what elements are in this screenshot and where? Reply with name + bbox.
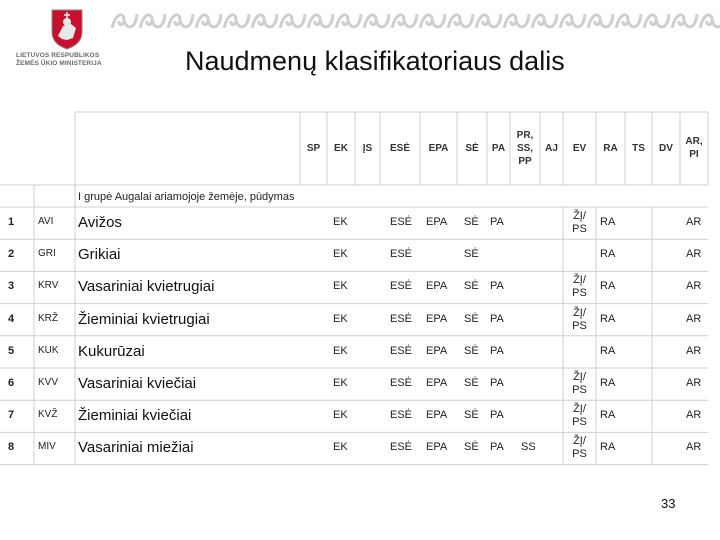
cell-ra: RA — [600, 441, 616, 454]
cell-ar: AR — [686, 409, 702, 422]
cell-ra: RA — [600, 344, 616, 357]
row-name: Avižos — [78, 214, 122, 231]
cell-pa: PA — [490, 280, 504, 293]
column-header-ar-pi: AR, PI — [685, 136, 703, 160]
cell-ra: RA — [600, 377, 616, 389]
cell-ek: EK — [333, 216, 348, 228]
cell-zi-ps: ŽĮ/ PS — [572, 210, 587, 235]
row-code: KUK — [38, 344, 59, 356]
cell-ese: ESĖ — [390, 441, 413, 454]
cell-se: SĖ — [464, 216, 479, 228]
column-header-esė: ESĖ — [389, 142, 410, 154]
cell-se: SĖ — [464, 377, 479, 389]
logo-line-2: ŽEMĖS ŪKIO MINISTERIJA — [16, 60, 102, 67]
cell-zi-ps: ŽĮ/ PS — [572, 403, 587, 429]
cell-se: SĖ — [464, 280, 479, 293]
cell-ar: AR — [686, 216, 702, 228]
cell-epa: EPA — [426, 441, 448, 454]
row-number: 2 — [8, 248, 15, 261]
logo-line-1: LIETUVOS RESPUBLIKOS — [16, 52, 100, 59]
column-header-aj: AJ — [545, 142, 558, 154]
cell-ese: ESĖ — [390, 280, 413, 293]
column-header-ek: EK — [334, 142, 348, 154]
row-name: Vasariniai kvietrugiai — [78, 278, 215, 296]
row-code: KVV — [38, 377, 59, 388]
cell-pa: PA — [490, 312, 504, 325]
group-label: I grupė Augalai ariamojoje žemėje, pūdymas — [78, 191, 295, 203]
row-number: 3 — [8, 280, 15, 293]
cell-ar: AR — [686, 312, 702, 325]
cell-epa: EPA — [426, 312, 448, 325]
cell-epa: EPA — [426, 409, 448, 422]
column-header-ts: TS — [632, 142, 645, 154]
row-number: 5 — [8, 344, 15, 357]
cell-pa: PA — [490, 441, 504, 454]
cell-ra: RA — [600, 280, 616, 293]
cell-pa: PA — [490, 216, 504, 228]
row-name: Grikiai — [78, 246, 121, 264]
cell-pa: PA — [490, 409, 504, 422]
cell-zi-ps: ŽĮ/ PS — [572, 274, 587, 300]
cell-epa: EPA — [426, 216, 448, 228]
row-code: KVŽ — [38, 409, 58, 421]
cell-se: SĖ — [464, 344, 479, 357]
cell-ra: RA — [600, 312, 616, 325]
row-number: 8 — [8, 441, 15, 454]
cell-pa: PA — [490, 377, 504, 389]
cell-ek: EK — [333, 377, 348, 389]
column-header-dv: DV — [659, 142, 673, 154]
column-header-pr-ss-pp: PR, SS, PP — [516, 129, 534, 167]
page-title: Naudmenų klasifikatoriaus dalis — [185, 46, 565, 76]
cell-ese: ESĖ — [390, 312, 413, 325]
row-number: 4 — [8, 312, 15, 325]
cell-ar: AR — [686, 280, 702, 293]
column-header-sp: SP — [306, 142, 321, 154]
cell-epa: EPA — [426, 344, 448, 357]
row-code: AVI — [38, 216, 54, 227]
column-header-sė: SĖ — [465, 142, 479, 154]
row-code: MIV — [38, 441, 56, 453]
cell-zi-ps: ŽĮ/ PS — [572, 435, 587, 461]
cell-ese: ESĖ — [390, 216, 413, 228]
column-header-epa: EPA — [428, 142, 449, 154]
cell-zi-ps: ŽĮ/ PS — [572, 306, 587, 332]
cell-pa: PA — [490, 344, 504, 357]
cell-se: SĖ — [464, 441, 479, 454]
cell-ese: ESĖ — [390, 377, 413, 389]
column-header-įs: ĮS — [362, 142, 373, 154]
row-code: KRV — [38, 280, 59, 292]
cell-ra: RA — [600, 409, 616, 422]
row-number: 7 — [8, 409, 15, 422]
cell-ese: ESĖ — [390, 409, 413, 422]
cell-ek: EK — [333, 344, 348, 357]
cell-ek: EK — [333, 441, 348, 454]
cell-ss: SS — [521, 441, 536, 454]
cell-ar: AR — [686, 344, 702, 357]
column-header-ra: RA — [603, 142, 618, 154]
cell-se: SĖ — [464, 409, 479, 422]
cell-ar: AR — [686, 248, 702, 261]
cell-zi-ps: ŽĮ/ PS — [572, 371, 587, 396]
cell-ar: AR — [686, 441, 702, 454]
cell-se: SĖ — [464, 312, 479, 325]
page-number: 33 — [661, 496, 676, 511]
column-header-ev: EV — [572, 142, 587, 154]
row-number: 1 — [8, 216, 15, 228]
cell-ra: RA — [600, 248, 616, 261]
row-code: KRŽ — [38, 312, 58, 324]
cell-ese: ESĖ — [390, 248, 413, 261]
row-name: Kukurūzai — [78, 342, 145, 360]
row-name: Vasariniai kviečiai — [78, 375, 197, 392]
cell-epa: EPA — [426, 377, 448, 389]
cell-ar: AR — [686, 377, 702, 389]
row-name: Žieminiai kvietrugiai — [78, 310, 210, 328]
row-code: GRI — [38, 248, 56, 260]
cell-ek: EK — [333, 280, 348, 293]
cell-ese: ESĖ — [390, 344, 413, 357]
cell-ek: EK — [333, 409, 348, 422]
row-name: Vasariniai miežiai — [78, 439, 194, 457]
row-number: 6 — [8, 377, 15, 389]
cell-ek: EK — [333, 312, 348, 325]
cell-ek: EK — [333, 248, 348, 261]
cell-ra: RA — [600, 216, 616, 228]
cell-epa: EPA — [426, 280, 448, 293]
column-header-pa: PA — [491, 142, 506, 154]
row-name: Žieminiai kviečiai — [78, 407, 192, 425]
cell-se: SĖ — [464, 248, 479, 261]
